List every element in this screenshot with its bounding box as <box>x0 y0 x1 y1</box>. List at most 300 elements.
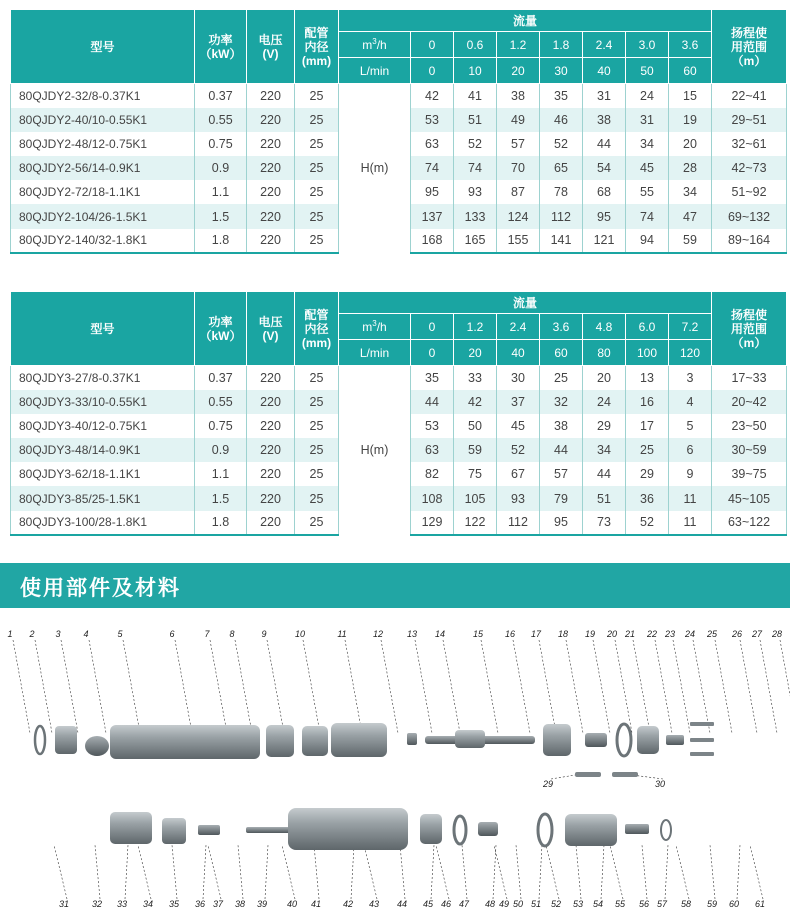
leader-line <box>436 845 449 899</box>
upper-seat <box>543 724 571 756</box>
voltage-cell: 220 <box>247 229 295 253</box>
part-number-label: 45 <box>422 899 434 909</box>
header-head-range: 扬程使 用范围 （m） <box>712 292 787 366</box>
voltage-cell: 220 <box>247 462 295 486</box>
head-value-cell: 53 <box>411 108 454 132</box>
pipe-cell: 25 <box>295 180 339 204</box>
head-value-cell: 54 <box>583 156 626 180</box>
part-number-label: 24 <box>684 629 696 639</box>
head-value-cell: 51 <box>454 108 497 132</box>
flow-lmin-value: 60 <box>540 340 583 366</box>
model-cell: 80QJDY2-72/18-1.1K1 <box>11 180 195 204</box>
head-value-cell: 34 <box>626 132 669 156</box>
model-cell: 80QJDY3-62/18-1.1K1 <box>11 462 195 486</box>
head-value-cell: 6 <box>669 438 712 462</box>
bearing <box>407 733 417 745</box>
part-number-label: 39 <box>256 899 268 909</box>
o-ring <box>454 816 466 844</box>
part-number-label: 49 <box>498 899 510 909</box>
part-number-label: 31 <box>58 899 70 909</box>
head-value-cell: 50 <box>454 414 497 438</box>
head-value-cell: 74 <box>411 156 454 180</box>
performance-table-qjdy3 <box>10 291 787 536</box>
part-number-label: 16 <box>504 629 516 639</box>
head-value-cell: 3 <box>669 366 712 390</box>
flow-unit-lmin: L/min <box>339 340 411 366</box>
part-number-label: 50 <box>512 899 524 909</box>
leader-line <box>633 640 650 733</box>
head-value-cell: 94 <box>626 229 669 253</box>
power-cell: 0.75 <box>195 132 247 156</box>
flow-m3h-value: 4.8 <box>583 314 626 340</box>
head-value-cell: 30 <box>497 366 540 390</box>
head-value-cell: 75 <box>454 462 497 486</box>
head-value-cell: 73 <box>583 511 626 535</box>
head-value-cell: 42 <box>411 84 454 108</box>
header-flow: 流量 <box>339 10 712 32</box>
head-value-cell: 63 <box>411 132 454 156</box>
head-value-cell: 36 <box>626 486 669 510</box>
head-value-cell: 57 <box>540 462 583 486</box>
head-value-cell: 78 <box>540 180 583 204</box>
model-cell: 80QJDY2-32/8-0.37K1 <box>11 84 195 108</box>
pipe-cell: 25 <box>295 204 339 228</box>
leader-line <box>539 845 542 899</box>
disc <box>85 736 109 756</box>
leader-line <box>576 845 581 899</box>
leader-line <box>203 845 206 899</box>
range-cell: 89~164 <box>712 229 787 253</box>
part-number-label: 29 <box>542 779 554 789</box>
leader-line <box>267 640 284 733</box>
flow-lmin-value: 0 <box>411 340 454 366</box>
head-value-cell: 67 <box>497 462 540 486</box>
part-number-label: 9 <box>261 629 267 639</box>
part-number-label: 6 <box>169 629 175 639</box>
nut <box>666 735 684 745</box>
key-pin <box>612 772 638 777</box>
head-value-cell: 52 <box>540 132 583 156</box>
part-number-label: 2 <box>29 629 35 639</box>
leader-line <box>123 640 140 733</box>
head-value-cell: 16 <box>626 390 669 414</box>
leader-line <box>235 640 252 733</box>
head-value-cell: 74 <box>626 204 669 228</box>
part-number-label: 59 <box>706 899 718 909</box>
power-cell: 1.8 <box>195 229 247 253</box>
head-value-cell: 112 <box>497 511 540 535</box>
pipe-cell: 25 <box>295 390 339 414</box>
flow-lmin-value: 40 <box>497 340 540 366</box>
leader-line <box>710 845 715 899</box>
voltage-cell: 220 <box>247 414 295 438</box>
head-value-cell: 20 <box>583 366 626 390</box>
part-number-label: 1 <box>7 629 13 639</box>
head-value-cell: 45 <box>626 156 669 180</box>
range-cell: 39~75 <box>712 462 787 486</box>
leader-line <box>516 845 521 899</box>
power-cell: 0.37 <box>195 84 247 108</box>
flow-lmin-value: 60 <box>669 58 712 84</box>
head-value-cell: 133 <box>454 204 497 228</box>
leader-line <box>780 640 790 733</box>
head-value-cell: 63 <box>411 438 454 462</box>
head-value-cell: 52 <box>497 438 540 462</box>
range-cell: 17~33 <box>712 366 787 390</box>
flow-m3h-value: 6.0 <box>626 314 669 340</box>
leader-line <box>750 845 763 899</box>
pump-body <box>288 808 408 850</box>
head-value-cell: 95 <box>540 511 583 535</box>
leader-line <box>740 640 757 733</box>
head-value-cell: 122 <box>454 511 497 535</box>
stator-ring <box>302 726 328 756</box>
part-number-label: 42 <box>342 899 354 909</box>
header-voltage: 电压 (V) <box>247 292 295 366</box>
flow-m3h-value: 0 <box>411 32 454 58</box>
pipe-cell: 25 <box>295 84 339 108</box>
head-value-cell: 112 <box>540 204 583 228</box>
part-number-label: 35 <box>168 899 180 909</box>
leader-line <box>601 845 604 899</box>
part-number-label: 52 <box>550 899 562 909</box>
part-number-label: 27 <box>751 629 763 639</box>
leader-line <box>351 845 354 899</box>
head-value-cell: 87 <box>497 180 540 204</box>
bolt <box>690 722 714 726</box>
part-number-label: 38 <box>234 899 246 909</box>
end-plate <box>637 726 659 754</box>
head-value-cell: 20 <box>669 132 712 156</box>
part-number-label: 33 <box>116 899 128 909</box>
leader-line <box>715 640 732 733</box>
leader-line <box>665 845 668 899</box>
flow-lmin-value: 20 <box>497 58 540 84</box>
part-number-label: 32 <box>91 899 103 909</box>
head-value-cell: 29 <box>583 414 626 438</box>
part-number-label: 41 <box>310 899 322 909</box>
range-cell: 23~50 <box>712 414 787 438</box>
part-number-label: 51 <box>530 899 542 909</box>
seal <box>585 733 607 747</box>
header-power: 功率 （kW） <box>195 10 247 84</box>
range-cell: 30~59 <box>712 438 787 462</box>
leader-line <box>551 775 575 779</box>
flow-unit-lmin: L/min <box>339 58 411 84</box>
pipe-cell: 25 <box>295 462 339 486</box>
part-number-label: 43 <box>368 899 380 909</box>
check-valve <box>625 824 649 834</box>
part-number-label: 47 <box>458 899 470 909</box>
table-row <box>11 366 787 390</box>
head-value-cell: 59 <box>454 438 497 462</box>
leader-line <box>566 640 583 733</box>
diffuser <box>478 822 498 836</box>
head-value-cell: 165 <box>454 229 497 253</box>
head-value-cell: 108 <box>411 486 454 510</box>
pump-shaft <box>246 827 290 833</box>
head-value-cell: 52 <box>454 132 497 156</box>
model-cell: 80QJDY2-140/32-1.8K1 <box>11 229 195 253</box>
leader-line <box>95 845 100 899</box>
range-cell: 22~41 <box>712 84 787 108</box>
head-value-cell: 25 <box>540 366 583 390</box>
voltage-cell: 220 <box>247 511 295 535</box>
leader-line <box>125 845 128 899</box>
part-number-label: 53 <box>572 899 584 909</box>
voltage-cell: 220 <box>247 438 295 462</box>
part-number-label: 20 <box>606 629 618 639</box>
leader-line <box>54 845 67 899</box>
part-number-label: 15 <box>472 629 484 639</box>
model-cell: 80QJDY3-27/8-0.37K1 <box>11 366 195 390</box>
head-value-cell: 17 <box>626 414 669 438</box>
pipe-cell: 25 <box>295 438 339 462</box>
key-pin <box>575 772 601 777</box>
power-cell: 1.1 <box>195 462 247 486</box>
flow-unit-m3h: $m^3/h$ <box>339 314 411 340</box>
head-label-cell: H(m) <box>339 366 411 535</box>
leader-line <box>481 640 498 733</box>
head-value-cell: 4 <box>669 390 712 414</box>
head-value-cell: 11 <box>669 511 712 535</box>
flow-m3h-value: 1.8 <box>540 32 583 58</box>
part-number-label: 56 <box>638 899 650 909</box>
part-number-label: 58 <box>680 899 692 909</box>
model-cell: 80QJDY2-48/12-0.75K1 <box>11 132 195 156</box>
leader-line <box>138 845 151 899</box>
head-value-cell: 137 <box>411 204 454 228</box>
model-cell: 80QJDY2-40/10-0.55K1 <box>11 108 195 132</box>
head-value-cell: 105 <box>454 486 497 510</box>
pipe-cell: 25 <box>295 156 339 180</box>
voltage-cell: 220 <box>247 132 295 156</box>
part-number-label: 30 <box>654 779 666 789</box>
power-cell: 1.5 <box>195 204 247 228</box>
head-value-cell: 141 <box>540 229 583 253</box>
leader-line <box>513 640 530 733</box>
leader-line <box>13 640 30 733</box>
part-number-label: 7 <box>204 629 210 639</box>
head-value-cell: 49 <box>497 108 540 132</box>
head-value-cell: 25 <box>626 438 669 462</box>
flow-lmin-value: 0 <box>411 58 454 84</box>
head-value-cell: 44 <box>411 390 454 414</box>
part-number-label: 11 <box>337 629 347 639</box>
inlet-screen <box>162 818 186 844</box>
model-cell: 80QJDY3-33/10-0.55K1 <box>11 390 195 414</box>
leader-line <box>61 640 78 733</box>
voltage-cell: 220 <box>247 204 295 228</box>
head-value-cell: 95 <box>411 180 454 204</box>
pipe-cell: 25 <box>295 414 339 438</box>
flow-m3h-value: 3.6 <box>669 32 712 58</box>
part-number-label: 3 <box>55 629 61 639</box>
header-model: 型号 <box>11 292 195 366</box>
range-cell: 20~42 <box>712 390 787 414</box>
performance-table-qjdy2 <box>10 9 787 254</box>
o-ring <box>617 724 631 756</box>
leader-line <box>303 640 320 733</box>
leader-line <box>364 845 377 899</box>
head-value-cell: 13 <box>626 366 669 390</box>
head-value-cell: 44 <box>583 462 626 486</box>
flow-m3h-value: 0 <box>411 314 454 340</box>
part-number-label: 57 <box>656 899 668 909</box>
head-value-cell: 65 <box>540 156 583 180</box>
head-value-cell: 31 <box>626 108 669 132</box>
range-cell: 29~51 <box>712 108 787 132</box>
model-cell: 80QJDY3-48/14-0.9K1 <box>11 438 195 462</box>
leader-line <box>737 845 740 899</box>
pipe-cell: 25 <box>295 132 339 156</box>
flow-lmin-value: 20 <box>454 340 497 366</box>
range-cell: 45~105 <box>712 486 787 510</box>
pipe-cell: 25 <box>295 229 339 253</box>
section-banner <box>0 563 790 608</box>
header-flow: 流量 <box>339 292 712 314</box>
range-cell: 42~73 <box>712 156 787 180</box>
head-value-cell: 74 <box>454 156 497 180</box>
leader-line <box>642 845 647 899</box>
leader-line <box>539 640 556 733</box>
outlet-head <box>565 814 617 846</box>
end-cap <box>55 726 77 754</box>
voltage-cell: 220 <box>247 84 295 108</box>
part-number-label: 12 <box>372 629 384 639</box>
head-value-cell: 70 <box>497 156 540 180</box>
part-number-label: 34 <box>142 899 154 909</box>
leader-line <box>493 845 496 899</box>
leader-line <box>443 640 460 733</box>
leader-line <box>238 845 243 899</box>
head-value-cell: 37 <box>497 390 540 414</box>
part-number-label: 10 <box>294 629 306 639</box>
leader-line <box>593 640 610 733</box>
power-cell: 0.55 <box>195 390 247 414</box>
head-value-cell: 42 <box>454 390 497 414</box>
leader-line <box>415 640 432 733</box>
rotor <box>455 730 485 748</box>
bolt <box>690 752 714 756</box>
leader-line <box>172 845 177 899</box>
leader-line <box>314 845 319 899</box>
part-number-label: 40 <box>286 899 298 909</box>
head-value-cell: 38 <box>497 84 540 108</box>
part-number-label: 17 <box>530 629 542 639</box>
bolt <box>690 738 714 742</box>
flow-lmin-value: 50 <box>626 58 669 84</box>
head-value-cell: 59 <box>669 229 712 253</box>
part-number-label: 21 <box>624 629 636 639</box>
voltage-cell: 220 <box>247 390 295 414</box>
leader-line <box>345 640 362 733</box>
head-value-cell: 95 <box>583 204 626 228</box>
pipe-cell: 25 <box>295 108 339 132</box>
head-value-cell: 15 <box>669 84 712 108</box>
head-value-cell: 155 <box>497 229 540 253</box>
leader-line <box>265 845 268 899</box>
power-cell: 1.8 <box>195 511 247 535</box>
snap-ring <box>35 726 45 754</box>
part-number-label: 19 <box>584 629 596 639</box>
leader-line <box>431 845 434 899</box>
head-value-cell: 38 <box>583 108 626 132</box>
part-number-label: 44 <box>396 899 408 909</box>
part-number-label: 18 <box>557 629 569 639</box>
head-value-cell: 129 <box>411 511 454 535</box>
head-value-cell: 33 <box>454 366 497 390</box>
bearing-seat <box>266 725 294 757</box>
head-value-cell: 38 <box>540 414 583 438</box>
stator <box>331 723 387 757</box>
head-value-cell: 32 <box>540 390 583 414</box>
head-label-cell: H(m) <box>339 84 411 253</box>
head-value-cell: 9 <box>669 462 712 486</box>
power-cell: 0.9 <box>195 156 247 180</box>
head-value-cell: 34 <box>583 438 626 462</box>
flow-lmin-value: 30 <box>540 58 583 84</box>
o-ring <box>538 814 552 846</box>
head-value-cell: 51 <box>583 486 626 510</box>
leader-line <box>35 640 52 733</box>
flow-m3h-value: 3.6 <box>540 314 583 340</box>
part-number-label: 36 <box>194 899 206 909</box>
range-cell: 32~61 <box>712 132 787 156</box>
head-value-cell: 79 <box>540 486 583 510</box>
part-number-label: 28 <box>771 629 783 639</box>
power-cell: 0.55 <box>195 108 247 132</box>
header-power: 功率 （kW） <box>195 292 247 366</box>
flow-m3h-value: 2.4 <box>497 314 540 340</box>
part-number-label: 22 <box>646 629 658 639</box>
head-value-cell: 24 <box>583 390 626 414</box>
washer <box>661 820 671 840</box>
part-number-label: 4 <box>83 629 89 639</box>
flow-m3h-value: 2.4 <box>583 32 626 58</box>
part-number-label: 23 <box>664 629 676 639</box>
header-head-range: 扬程使 用范围 （m） <box>712 10 787 84</box>
flow-m3h-value: 1.2 <box>454 314 497 340</box>
model-cell: 80QJDY2-104/26-1.5K1 <box>11 204 195 228</box>
leader-line <box>760 640 777 733</box>
head-value-cell: 93 <box>454 180 497 204</box>
part-number-label: 26 <box>731 629 743 639</box>
head-value-cell: 168 <box>411 229 454 253</box>
leader-line <box>673 640 690 733</box>
leader-line <box>210 640 227 733</box>
motor-housing <box>110 725 260 759</box>
leader-line <box>89 640 106 733</box>
range-cell: 63~122 <box>712 511 787 535</box>
model-cell: 80QJDY2-56/14-0.9K1 <box>11 156 195 180</box>
head-value-cell: 47 <box>669 204 712 228</box>
part-number-label: 46 <box>440 899 452 909</box>
flow-lmin-value: 120 <box>669 340 712 366</box>
power-cell: 0.75 <box>195 414 247 438</box>
head-value-cell: 28 <box>669 156 712 180</box>
voltage-cell: 220 <box>247 156 295 180</box>
range-cell: 51~92 <box>712 180 787 204</box>
head-value-cell: 41 <box>454 84 497 108</box>
range-cell: 69~132 <box>712 204 787 228</box>
leader-line <box>400 845 405 899</box>
head-value-cell: 44 <box>540 438 583 462</box>
head-value-cell: 11 <box>669 486 712 510</box>
leader-line <box>494 845 507 899</box>
part-number-label: 60 <box>728 899 740 909</box>
head-value-cell: 35 <box>540 84 583 108</box>
